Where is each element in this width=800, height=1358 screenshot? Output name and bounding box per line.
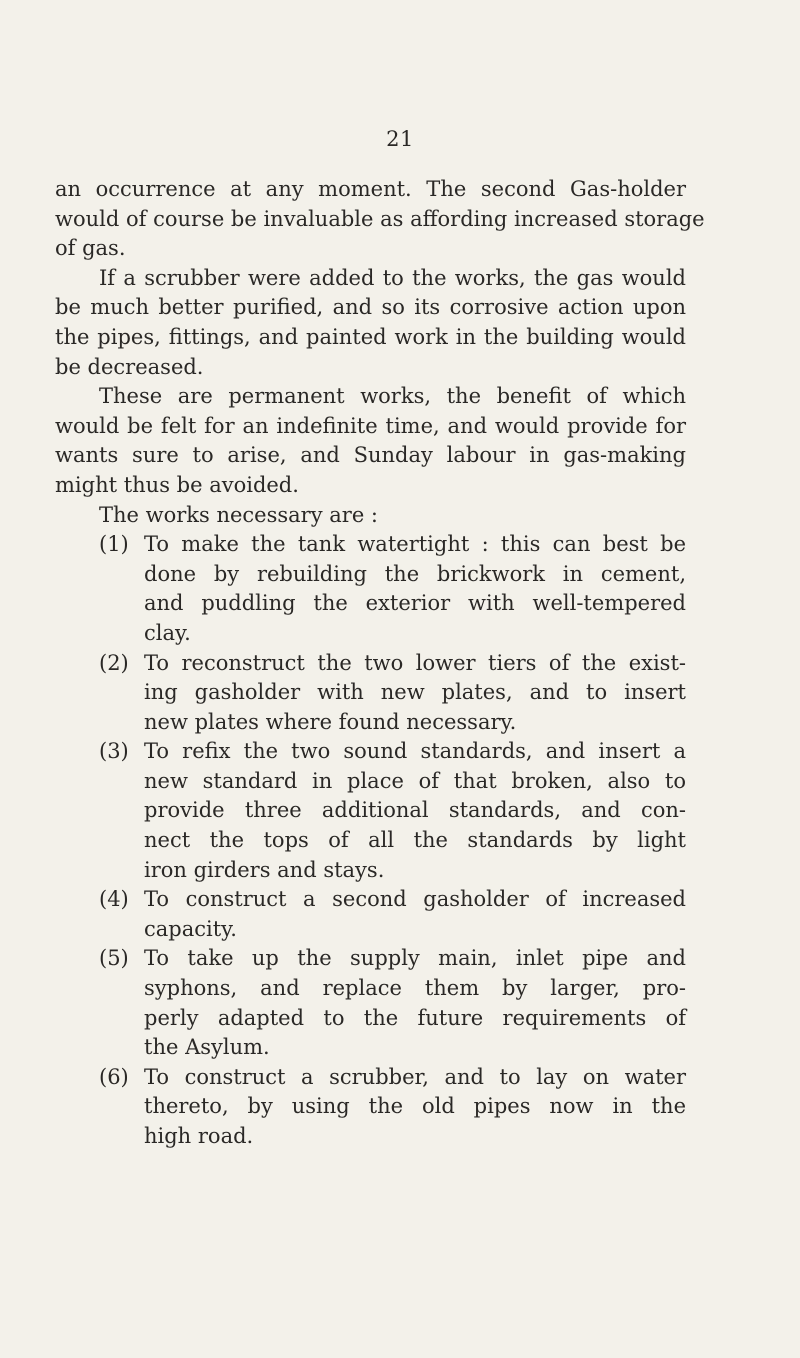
text-line: clay.	[144, 620, 191, 645]
list-number: (3)	[99, 739, 129, 764]
list-item	[55, 649, 686, 738]
list-item	[55, 944, 686, 1062]
text-line: wants sure to arise, and Sunday labour in gas-making	[55, 443, 686, 468]
text-line: be much better purified, and so its corrosive action upon	[55, 295, 686, 320]
paragraph	[55, 264, 686, 382]
list-text: To construct a second gasholder of increased	[144, 887, 686, 912]
text-line: ing gasholder with new plates, and to insert	[144, 680, 686, 705]
list-number: (6)	[99, 1064, 129, 1089]
text-line: new plates where found necessary.	[144, 709, 517, 734]
text-line: done by rebuilding the brickwork in cement,	[144, 561, 686, 586]
text-line: iron girders and stays.	[144, 857, 385, 882]
text-line: high road.	[144, 1124, 254, 1148]
list-text: To take up the supply main, inlet pipe and	[144, 946, 686, 971]
text-line: and puddling the exterior with well-tempered	[144, 591, 686, 616]
list-number: (2)	[99, 650, 129, 675]
text-line: would of course be invaluable as affording increased storage	[55, 206, 705, 231]
body-text	[55, 175, 705, 1152]
list-item	[55, 885, 686, 944]
text-line	[55, 885, 686, 915]
paragraph	[55, 501, 686, 531]
list-text: To make the tank watertight : this can best be	[144, 532, 686, 557]
works-list	[55, 530, 686, 1151]
text-line: new standard in place of that broken, also to	[144, 768, 686, 793]
list-text: To construct a scrubber, and to lay on water	[144, 1064, 686, 1089]
text-line: provide three additional standards, and con-	[144, 798, 686, 823]
text-line: be decreased.	[55, 354, 204, 379]
text-line: If a scrubber were added to the works, the gas would	[99, 265, 686, 290]
text-line: an occurrence at any moment. The second Gas-holder	[55, 177, 686, 201]
list-item	[55, 737, 686, 885]
list-text: To refix the two sound standards, and insert a	[144, 739, 686, 764]
list-item	[55, 530, 686, 648]
text-line: thereto, by using the old pipes now in the	[144, 1094, 686, 1119]
text-line: The works necessary are :	[99, 502, 378, 527]
text-line: perly adapted to the future requirements of	[144, 1005, 686, 1030]
text-line	[55, 944, 686, 974]
text-line: might thus be avoided.	[55, 472, 299, 497]
text-line	[55, 737, 686, 767]
text-line: the pipes, fittings, and painted work in the building would	[55, 324, 686, 349]
text-line: the Asylum.	[144, 1035, 270, 1060]
text-line	[55, 1063, 686, 1093]
text-line	[55, 530, 686, 560]
paragraph	[55, 175, 705, 264]
text-line: These are permanent works, the benefit of which	[99, 384, 686, 409]
paragraph	[55, 382, 686, 500]
list-number: (1)	[99, 532, 129, 557]
list-number: (5)	[99, 946, 129, 971]
text-line: nect the tops of all the standards by light	[144, 828, 686, 853]
list-number: (4)	[99, 887, 129, 912]
text-line: of gas.	[55, 236, 126, 261]
list-item	[55, 1063, 686, 1152]
list-text: To reconstruct the two lower tiers of the exist-	[144, 650, 686, 675]
text-line: would be felt for an indefinite time, and would provide for	[55, 413, 686, 438]
page-number: 21	[386, 127, 414, 151]
text-line: capacity.	[144, 916, 237, 941]
text-line: syphons, and replace them by larger, pro-	[144, 976, 686, 1001]
text-line	[55, 649, 686, 679]
